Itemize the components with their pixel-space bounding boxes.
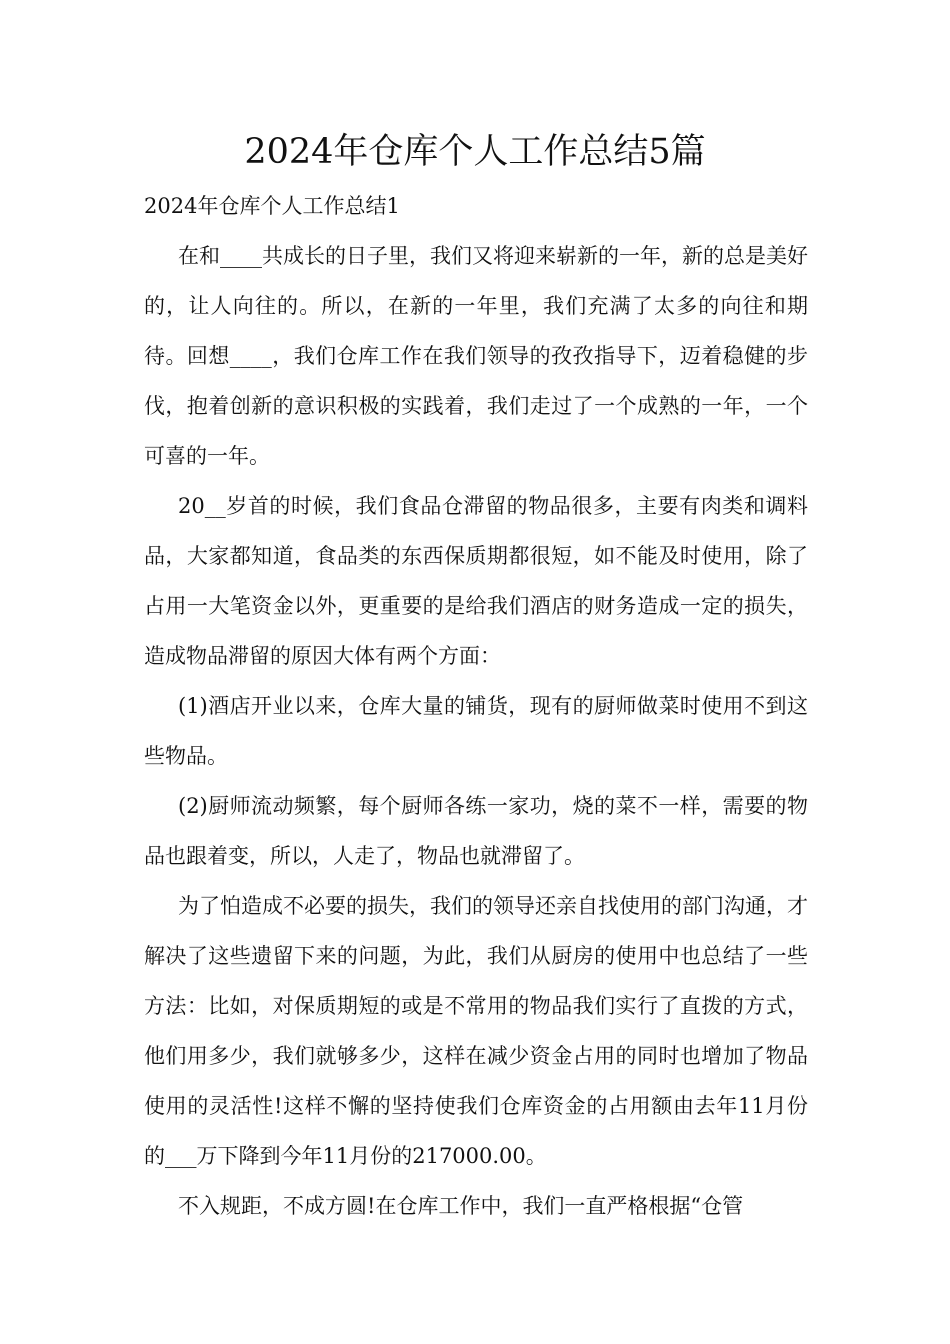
paragraph: (2)厨师流动频繁，每个厨师各练一家功，烧的菜不一样，需要的物品也跟着变，所以，人走了，物品也就滞留了。 [144, 794, 808, 868]
section-subtitle: 2024年仓库个人工作总结1 [144, 194, 400, 218]
document-title: 2024年仓库个人工作总结5篇 [244, 132, 706, 172]
paragraph: (1)酒店开业以来，仓库大量的铺货，现有的厨师做菜时使用不到这些物品。 [144, 694, 808, 768]
document-body [144, 181, 808, 1231]
paragraph: 为了怕造成不必要的损失，我们的领导还亲自找使用的部门沟通，才解决了这些遗留下来的问题，为此，我们从厨房的使用中也总结了一些方法：比如，对保质期短的或是不常用的物品我们实行了直拨的方式，他们用多少，我们就够多少，这样在减少资金占用的同时也增加了物品使用的灵活性!这样不懈的坚持使我们仓库资金的占用额由去年11月份的___万下降到今年11月份的217000.00。 [144, 894, 808, 1168]
paragraph: 20__岁首的时候，我们食品仓滞留的物品很多，主要有肉类和调料品，大家都知道，食品类的东西保质期都很短，如不能及时使用，除了占用一大笔资金以外，更重要的是给我们酒店的财务造成一定的损失，造成物品滞留的原因大体有两个方面： [144, 494, 808, 668]
paragraph: 在和____共成长的日子里，我们又将迎来崭新的一年，新的总是美好的，让人向往的。所以，在新的一年里，我们充满了太多的向往和期待。回想____，我们仓库工作在我们领导的孜孜指导下，迈着稳健的步伐，抱着创新的意识积极的实践着，我们走过了一个成熟的一年，一个可喜的一年。 [144, 244, 808, 468]
paragraph: 不入规距，不成方圆!在仓库工作中，我们一直严格根据“仓管 [178, 1194, 744, 1218]
